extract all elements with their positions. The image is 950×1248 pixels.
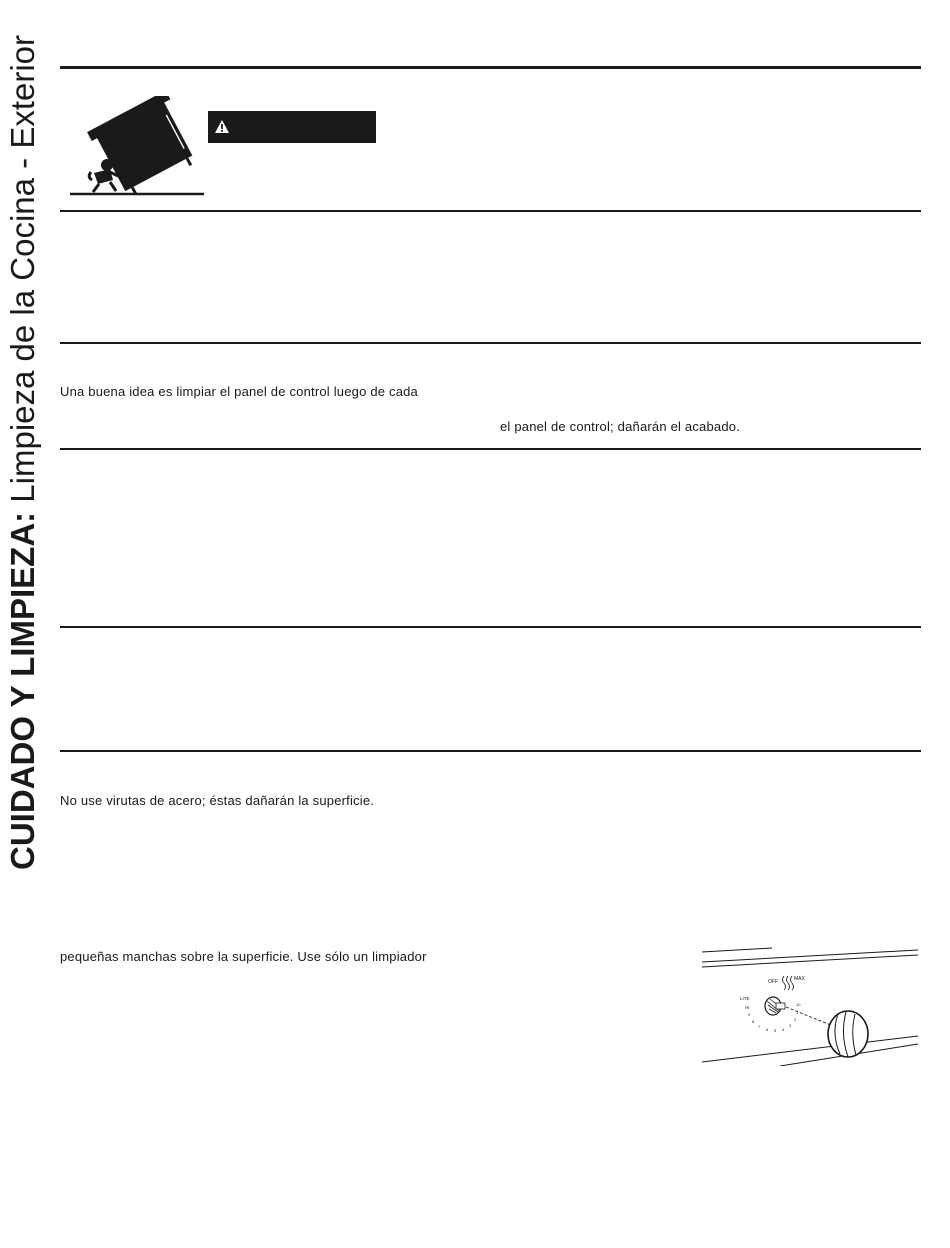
knob-label-off: OFF — [768, 979, 778, 985]
knob-shaft — [765, 997, 785, 1015]
section-side-title — [4, 35, 42, 870]
section-rule — [60, 750, 921, 752]
warning-triangle-icon — [214, 119, 230, 134]
knob-label-hi: HI — [745, 1005, 750, 1010]
dial-number: 10 — [796, 1002, 801, 1007]
dial-number: 2 — [794, 1017, 797, 1022]
side-title-regular: Limpieza de la Cocina - Exterior — [4, 34, 41, 512]
knob — [828, 1011, 868, 1057]
section-rule — [60, 626, 921, 628]
control-panel-text-line1: Una buena idea es limpiar el panel de control luego de cada — [60, 384, 418, 399]
dial-number: 9 — [748, 1012, 751, 1017]
tip-over-illustration — [64, 96, 209, 200]
knob-removal-illustration — [700, 940, 922, 1066]
section-rule-top — [60, 66, 921, 69]
dial-number: 3 — [789, 1023, 792, 1028]
section-rule — [60, 342, 921, 344]
side-title-bold: CUIDADO Y LIMPIEZA: — [4, 511, 41, 870]
warning-label — [208, 111, 376, 143]
dial-number: 8 — [752, 1019, 755, 1024]
section-rule — [60, 210, 921, 212]
control-panel-text-line2: el panel de control; dañarán el acabado. — [500, 419, 741, 434]
dial-number: 7 — [758, 1024, 761, 1029]
cleaner-text: pequeñas manchas sobre la superficie. Use sólo un limpiador — [60, 949, 427, 964]
dial-number: 6 — [766, 1027, 769, 1032]
knob-label-max: MAX — [794, 976, 805, 982]
section-rule — [60, 448, 921, 450]
dial-number: 5 — [774, 1028, 777, 1033]
knob-label-lite: LITE — [740, 996, 750, 1001]
dial-number: 1 — [796, 1010, 799, 1015]
steel-wool-text: No use virutas de acero; éstas dañarán la superficie. — [60, 793, 375, 808]
dial-number: 4 — [782, 1027, 785, 1032]
